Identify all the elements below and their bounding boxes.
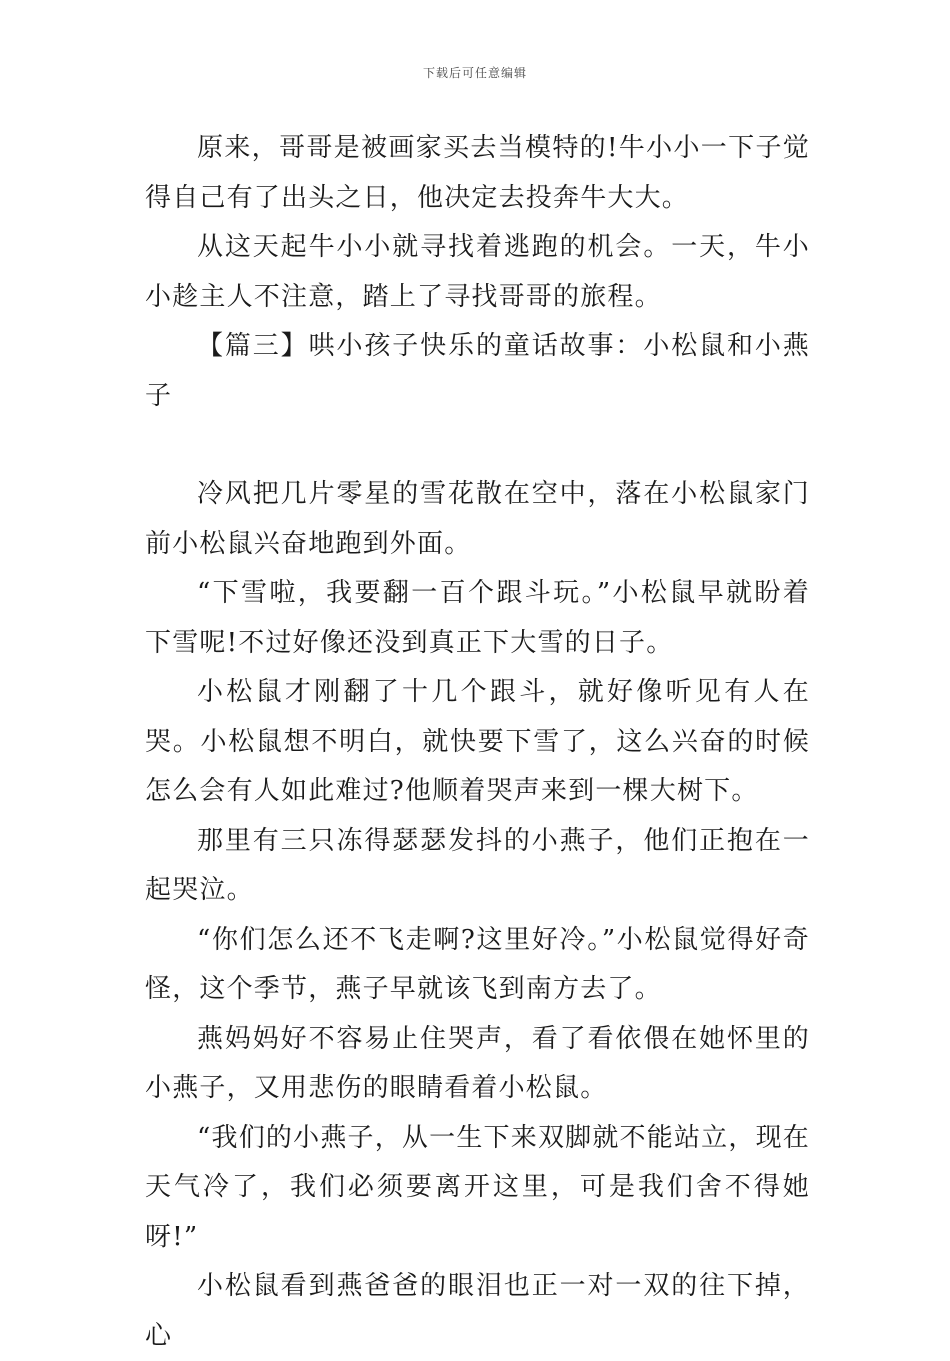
story-paragraph: “你们怎么还不飞走啊?这里好冷。”小松鼠觉得好奇怪，这个季节，燕子早就该飞到南方去了。 bbox=[145, 924, 810, 1004]
page-header: 下载后可任意编辑 bbox=[422, 66, 527, 80]
story-paragraph: “下雪啦，我要翻一百个跟斗玩。”小松鼠早就盼着下雪呢!不过好像还没到真正下大雪的日子。 bbox=[145, 578, 810, 658]
paragraph: 从这天起牛小小就寻找着逃跑的机会。一天，牛小小趁主人不注意，踏上了寻找哥哥的旅程。 bbox=[145, 232, 810, 312]
paragraph: 原来，哥哥是被画家买去当模特的!牛小小一下子觉得自己有了出头之日，他决定去投奔牛大大。 bbox=[145, 133, 810, 213]
story-paragraph: 燕妈妈好不容易止住哭声，看了看依偎在她怀里的小燕子，又用悲伤的眼睛看着小松鼠。 bbox=[145, 1023, 810, 1103]
document-body bbox=[145, 124, 810, 1361]
blank-line bbox=[145, 421, 810, 470]
section-title: 【篇三】哄小孩子快乐的童话故事：小松鼠和小燕子 bbox=[145, 331, 810, 411]
story-paragraph: 冷风把几片零星的雪花散在空中，落在小松鼠家门前小松鼠兴奋地跑到外面。 bbox=[145, 479, 810, 559]
story-paragraph: “我们的小燕子，从一生下来双脚就不能站立，现在天气冷了，我们必须要离开这里，可是我们舍不得她呀!” bbox=[145, 1122, 810, 1252]
story-paragraph: 那里有三只冻得瑟瑟发抖的小燕子，他们正抱在一起哭泣。 bbox=[145, 825, 810, 905]
story-paragraph: 小松鼠才刚翻了十几个跟斗，就好像听见有人在哭。小松鼠想不明白，就快要下雪了，这么兴奋的时候怎么会有人如此难过?他顺着哭声来到一棵大树下。 bbox=[145, 677, 810, 806]
story-paragraph: 小松鼠看到燕爸爸的眼泪也正一对一双的往下掉，心 bbox=[145, 1271, 810, 1351]
